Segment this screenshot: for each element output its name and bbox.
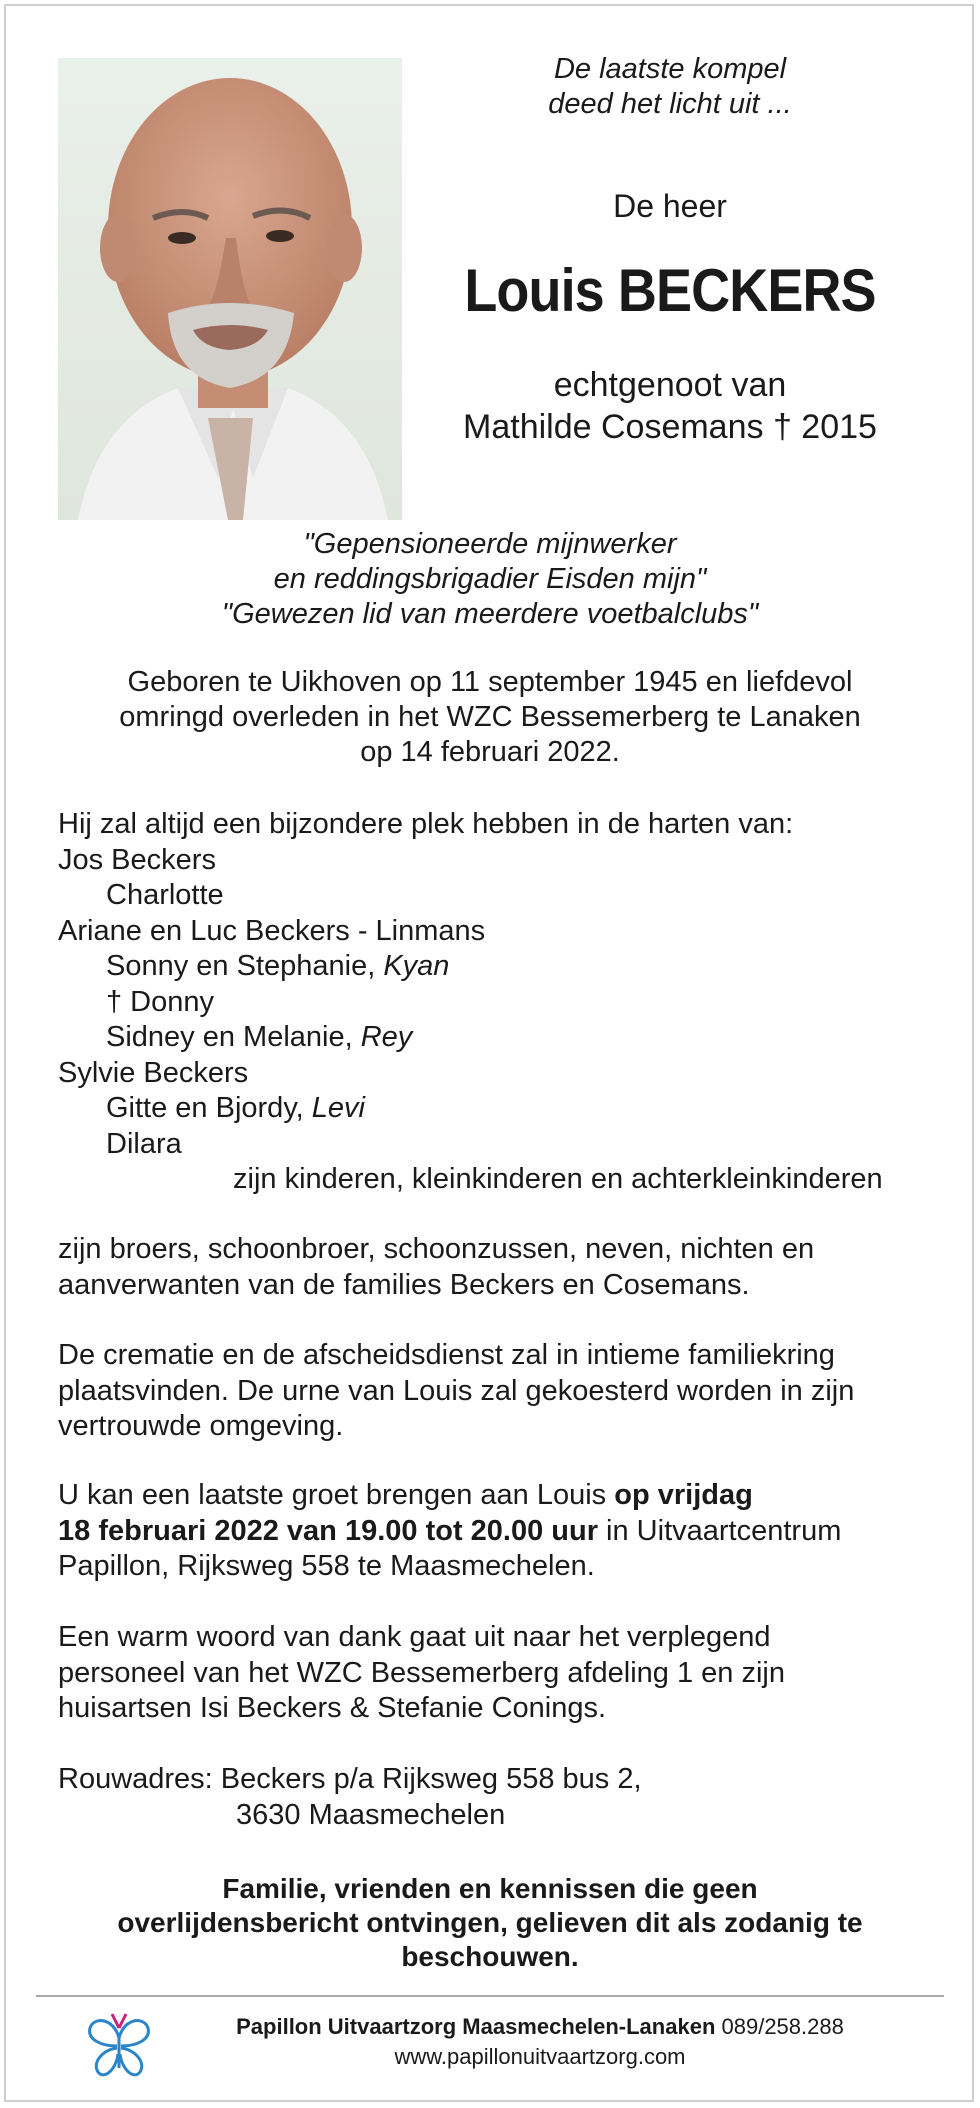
family-member: Jos Beckers bbox=[58, 843, 216, 876]
birth-line: Geboren te Uikhoven op 11 september 1945 en liefdevol bbox=[127, 666, 853, 698]
family-intro: Hij zal altijd een bijzondere plek hebben in de harten van: bbox=[58, 808, 794, 840]
visit-text: in Uitvaartcentrum bbox=[598, 1514, 842, 1547]
visitation-paragraph bbox=[58, 1478, 938, 1585]
family-member-names: Sidney en Melanie, bbox=[106, 1021, 361, 1053]
closing-notice bbox=[40, 1872, 940, 1974]
address-line: Rouwadres: Beckers p/a Rijksweg 558 bus 2, bbox=[58, 1763, 642, 1795]
visit-text: U kan een laatste groet brengen aan Louis bbox=[58, 1479, 615, 1511]
visit-datetime: 18 februari 2022 van 19.00 tot 20.00 uur bbox=[58, 1514, 598, 1547]
birth-death-info bbox=[40, 665, 940, 770]
butterfly-logo-icon bbox=[84, 2008, 154, 2082]
family-member: Ariane en Luc Beckers - Linmans bbox=[58, 914, 486, 947]
family-member bbox=[58, 1091, 938, 1127]
address-line: 3630 Maasmechelen bbox=[236, 1798, 506, 1831]
text-line: De crematie en de afscheidsdienst zal in intieme familiekring bbox=[58, 1339, 835, 1371]
closing-line: beschouwen. bbox=[401, 1941, 579, 1972]
visit-day: op vrijdag bbox=[614, 1479, 753, 1511]
cremation-paragraph bbox=[58, 1338, 938, 1445]
family-summary: zijn kinderen, kleinkinderen en achterkleinkinderen bbox=[233, 1163, 883, 1195]
family-member-names: Sonny en Stephanie, bbox=[106, 950, 384, 982]
family-member-child: Levi bbox=[311, 1092, 365, 1124]
spouse-info bbox=[410, 364, 930, 448]
footer-divider bbox=[36, 1995, 944, 1997]
family-member-child: Rey bbox=[360, 1021, 413, 1053]
family-member: Dilara bbox=[106, 1127, 182, 1160]
text-line: Papillon, Rijksweg 558 te Maasmechelen. bbox=[58, 1550, 595, 1582]
text-line: huisartsen Isi Beckers & Stefanie Conings. bbox=[58, 1692, 607, 1724]
text-line: personeel van het WZC Bessemerberg afdeling 1 en zijn bbox=[58, 1656, 785, 1689]
motto bbox=[40, 527, 940, 632]
funeral-home-phone[interactable]: 089/258.288 bbox=[715, 2014, 844, 2039]
family-member: Sylvie Beckers bbox=[58, 1056, 249, 1089]
funeral-home-name: Papillon Uitvaartzorg Maasmechelen-Lanaken bbox=[236, 2014, 716, 2039]
text-line bbox=[58, 1514, 938, 1550]
salutation: De heer bbox=[613, 188, 727, 224]
birth-line: omringd overleden in het WZC Bessemerberg te Lanaken bbox=[119, 701, 861, 733]
motto-line: en reddingsbrigadier Eisden mijn" bbox=[273, 563, 707, 595]
text-line: Een warm woord van dank gaat uit naar het verplegend bbox=[58, 1621, 771, 1653]
quote-line: deed het licht uit ... bbox=[548, 88, 792, 120]
birth-line: op 14 februari 2022. bbox=[360, 736, 620, 768]
spouse-line-1: echtgenoot van bbox=[553, 366, 787, 404]
motto-line: "Gewezen lid van meerdere voetbalclubs" bbox=[221, 598, 759, 630]
closing-line: overlijdensbericht ontvingen, gelieven dit als zodanig te bbox=[117, 1907, 863, 1938]
funeral-home bbox=[170, 2014, 910, 2040]
family-member: † Donny bbox=[106, 985, 215, 1018]
closing-line: Familie, vrienden en kennissen die geen bbox=[222, 1873, 758, 1904]
thanks-paragraph bbox=[58, 1620, 938, 1727]
text-line: aanverwanten van de families Beckers en Cosemans. bbox=[58, 1268, 750, 1301]
motto-line: "Gepensioneerde mijnwerker bbox=[303, 528, 677, 560]
family-member bbox=[58, 949, 938, 985]
text-line bbox=[58, 1478, 938, 1514]
mourning-address bbox=[58, 1762, 938, 1833]
text-line: zijn broers, schoonbroer, schoonzussen, neven, nichten en bbox=[58, 1233, 815, 1265]
family-member: Charlotte bbox=[106, 879, 224, 911]
spouse-line-2: Mathilde Cosemans † 2015 bbox=[463, 408, 877, 446]
text-line: plaatsvinden. De urne van Louis zal gekoesterd worden in zijn bbox=[58, 1374, 855, 1407]
family-member-names: Gitte en Bjordy, bbox=[106, 1092, 312, 1124]
opening-quote bbox=[410, 52, 930, 122]
family-member-child: Kyan bbox=[383, 950, 450, 982]
relatives-paragraph bbox=[58, 1232, 938, 1303]
family-member bbox=[58, 1020, 938, 1056]
family-list bbox=[58, 807, 938, 1198]
deceased-name: Louis BECKERS bbox=[464, 257, 876, 324]
funeral-home-website[interactable]: www.papillonuitvaartzorg.com bbox=[394, 2044, 686, 2069]
portrait-photo bbox=[58, 58, 402, 520]
text-line: vertrouwde omgeving. bbox=[58, 1410, 344, 1442]
quote-line: De laatste kompel bbox=[553, 53, 787, 85]
